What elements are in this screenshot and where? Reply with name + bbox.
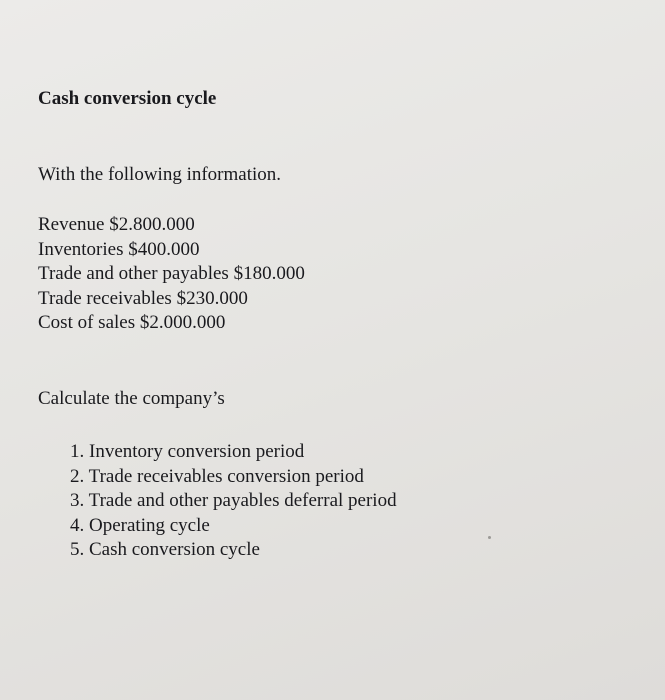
info-item-cost-of-sales: Cost of sales $2.000.000 xyxy=(38,312,226,333)
intro-text: With the following information. xyxy=(38,164,282,185)
task-list xyxy=(70,440,397,563)
task-item-inventory-conversion: 1. Inventory conversion period xyxy=(70,441,305,462)
info-item-receivables: Trade receivables $230.000 xyxy=(38,287,248,309)
task-item-receivables-conversion: 2. Trade receivables conversion period xyxy=(70,465,364,487)
financial-info-list xyxy=(38,213,305,336)
paper-speck xyxy=(488,536,491,539)
task-item-operating-cycle: 4. Operating cycle xyxy=(70,514,210,536)
info-item-revenue: Revenue $2.800.000 xyxy=(38,214,195,235)
info-item-payables: Trade and other payables $180.000 xyxy=(38,263,305,284)
task-item-payables-deferral: 3. Trade and other payables deferral period xyxy=(70,490,397,511)
info-item-inventories: Inventories $400.000 xyxy=(38,238,200,260)
task-item-cash-conversion-cycle: 5. Cash conversion cycle xyxy=(70,539,260,560)
document-title: Cash conversion cycle xyxy=(38,88,217,109)
prompt-text: Calculate the company’s xyxy=(38,388,225,409)
